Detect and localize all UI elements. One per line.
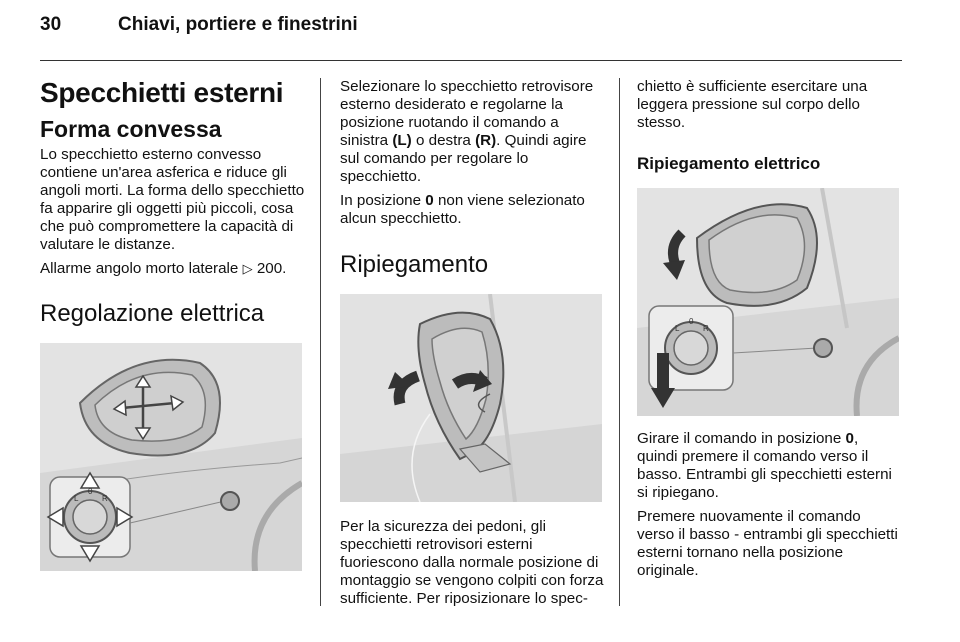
position-zero-paragraph — [340, 192, 605, 228]
reference-page[interactable]: 200. — [252, 259, 287, 277]
select-text-a: Selezionare lo specchietto retrovisore esterno desiderato e regolarne la posizione ruotando il comando a sinistra — [340, 78, 594, 149]
folding-heading: Ripiegamento — [340, 251, 489, 278]
pos-text-a: In posizione — [340, 192, 426, 209]
turn-switch-paragraph — [637, 430, 901, 502]
switch-label-zero: 0 — [689, 317, 694, 327]
key-r: (R) — [475, 132, 497, 149]
switch-label-zero: 0 — [88, 487, 93, 497]
column-divider — [619, 78, 620, 606]
mirror-fold-figure — [340, 294, 602, 502]
mirror-adjust-figure — [40, 343, 302, 571]
blind-spot-text: Allarme angolo morto laterale — [40, 259, 243, 277]
chapter-title: Chiavi, portiere e finestrini — [118, 14, 358, 35]
blind-spot-paragraph — [40, 260, 306, 279]
reference-arrow-icon: ▷ — [242, 261, 253, 277]
pos-text-b: non viene selezionato alcun specchietto. — [340, 192, 585, 227]
header-rule — [40, 60, 902, 61]
switch-label-r: R — [102, 494, 108, 504]
column-3 — [637, 78, 901, 580]
turn-text-b: , quindi premere il comando verso il basso. Entrambi gli specchietti esterni si ripiegano. — [637, 430, 892, 502]
select-text-c: . Quindi agire sul comando per regolare lo specchietto. — [340, 132, 587, 185]
continuation-paragraph: chietto è sufficiente esercitare una leggera pressione sul corpo dello stesso. — [637, 78, 868, 131]
switch-label-l: L — [675, 324, 680, 334]
electric-fold-figure — [637, 188, 899, 416]
select-mirror-paragraph — [340, 78, 605, 186]
column-divider — [320, 78, 321, 606]
electric-adjust-heading: Regolazione elettrica — [40, 299, 265, 327]
select-text-b: o destra — [411, 132, 476, 149]
switch-label-r: R — [703, 324, 709, 334]
page-number: 30 — [40, 14, 62, 35]
pedestrian-safety-paragraph: Per la sicurezza dei pedoni, gli specchietti retrovisori esterni fuoriescono dalla normale posizione di montaggio se vengono colpiti con forza sufficiente. Per riposizionare lo spec- — [340, 518, 604, 608]
section-title: Specchietti esterni — [40, 77, 284, 108]
convex-paragraph: Lo specchietto esterno convesso contiene un'area asferica e riduce gli angoli morti. La forma dello specchietto fa apparire gli oggetti più piccoli, cosa che può compromettere la capacità di valutare le distanze. — [40, 145, 305, 253]
page-header — [40, 14, 358, 36]
pos-zero: 0 — [425, 192, 434, 209]
switch-label-l: L — [74, 494, 79, 504]
pos-zero: 0 — [845, 430, 854, 448]
press-again-paragraph: Premere nuovamente il comando verso il basso - entrambi gli specchietti esterni tornano nella posizione originale. — [637, 508, 898, 580]
column-1 — [40, 78, 306, 571]
column-2 — [340, 78, 605, 608]
turn-text-a: Girare il comando in posizione — [637, 430, 846, 448]
electric-folding-heading: Ripiegamento elettrico — [637, 154, 821, 173]
subsection-title: Forma convessa — [40, 116, 222, 143]
key-l: (L) — [392, 132, 412, 149]
